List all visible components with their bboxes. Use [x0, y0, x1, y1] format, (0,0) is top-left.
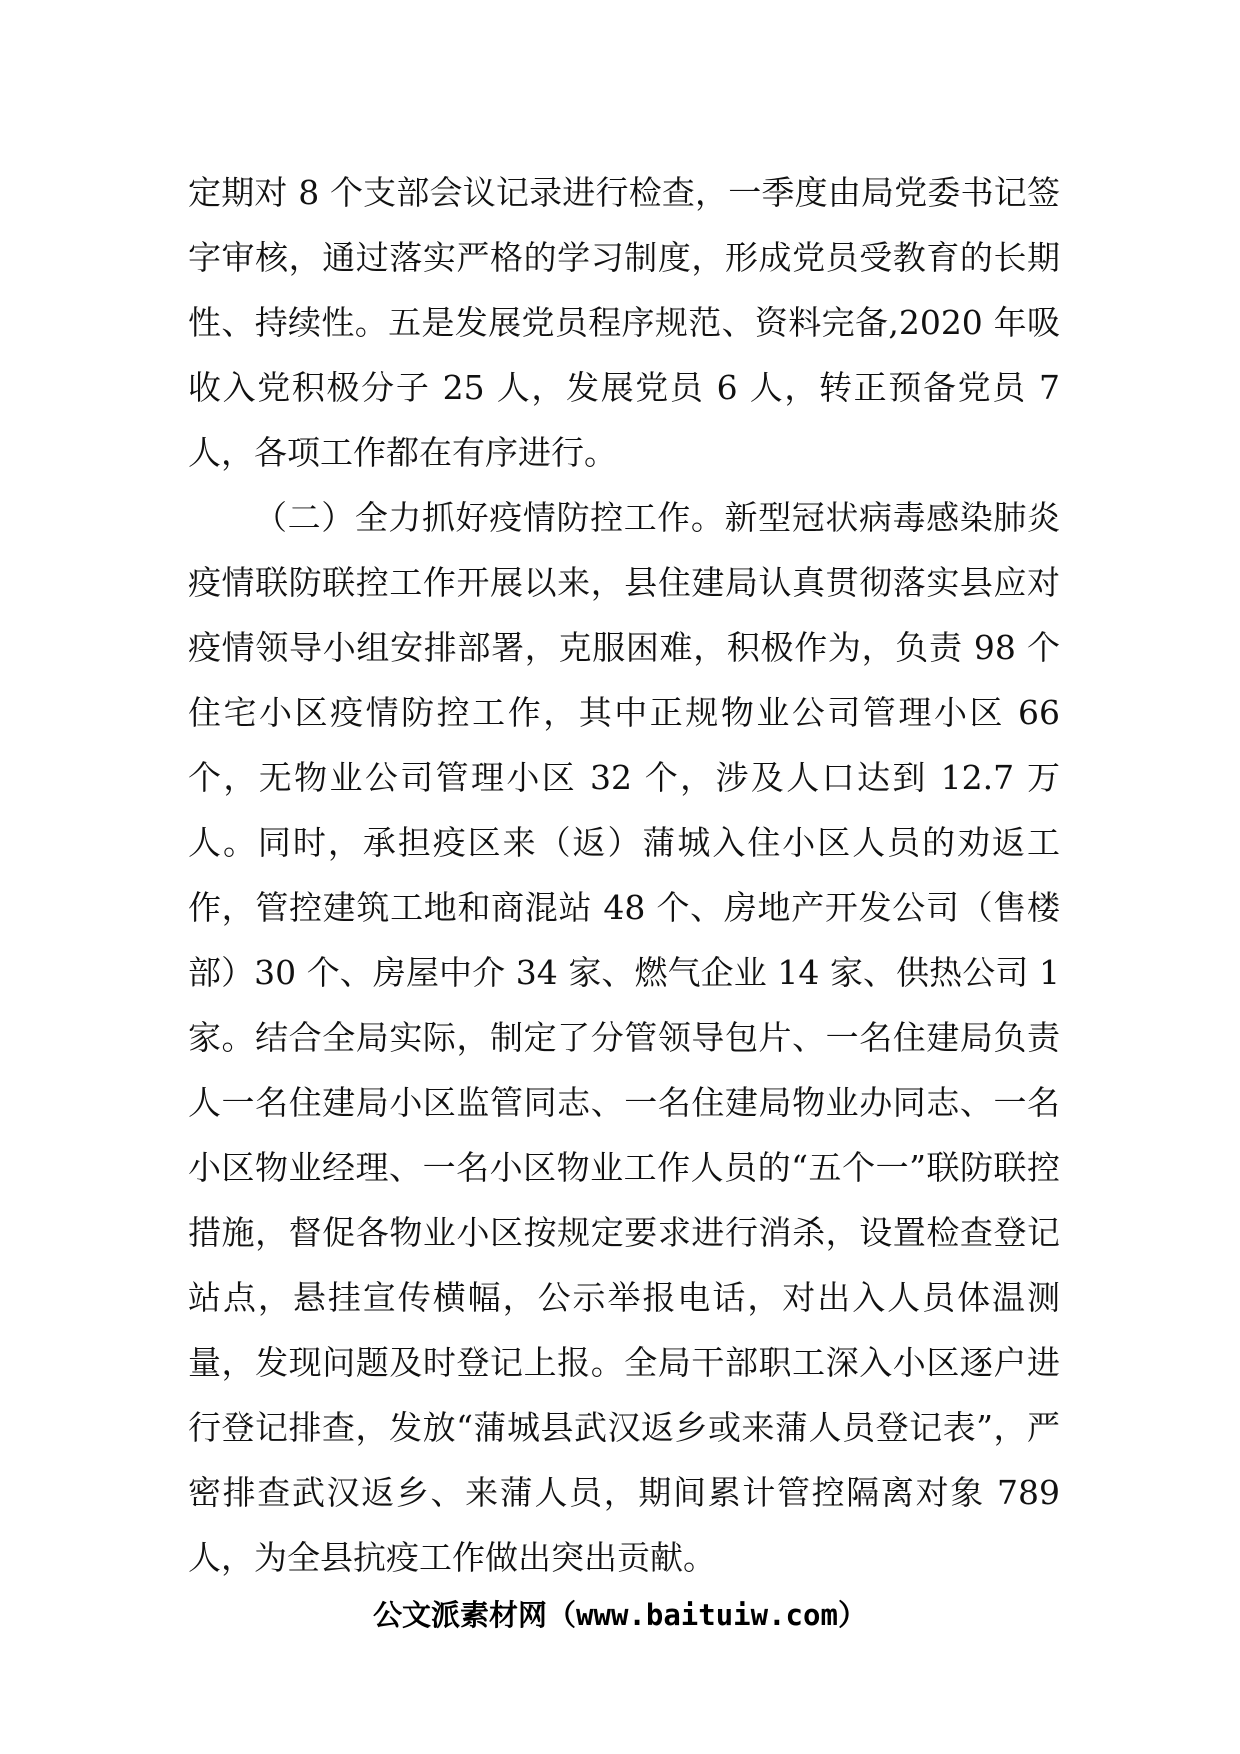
- paragraph-party-building: 定期对 8 个支部会议记录进行检查，一季度由局党委书记签字审核，通过落实严格的学习制度，形成党员受教育的长期性、持续性。五是发展党员程序规范、资料完备,2020 年吸收入党积极分子 25 人，发展党员 6 人，转正预备党员 7 人，各项工作都在有序进行。: [188, 173, 1060, 472]
- footer-watermark: 公文派素材网（www.baituiw.com）: [373, 1598, 867, 1632]
- document-body: [188, 160, 1060, 1590]
- paragraph-epidemic-control: （二）全力抓好疫情防控工作。新型冠状病毒感染肺炎疫情联防联控工作开展以来，县住建局认真贯彻落实县应对疫情领导小组安排部署，克服困难，积极作为，负责 98 个住宅小区疫情防控工作，其中正规物业公司管理小区 66 个，无物业公司管理小区 32 个，涉及人口达到 12.7 万人。同时，承担疫区来（返）蒲城入住小区人员的劝返工作，管控建筑工地和商混站 48 个、房地产开发公司（售楼部）30 个、房屋中介 34 家、燃气企业 14 家、供热公司 1 家。结合全局实际，制定了分管领导包片、一名住建局负责人一名住建局小区监管同志、一名住建局物业办同志、一名小区物业经理、一名小区物业工作人员的“五个一”联防联控措施，督促各物业小区按规定要求进行消杀，设置检查登记站点，悬挂宣传横幅，公示举报电话，对出入人员体温测量，发现问题及时登记上报。全局干部职工深入小区逐户进行登记排查，发放“蒲城县武汉返乡或来蒲人员登记表”，严密排查武汉返乡、来蒲人员，期间累计管控隔离对象 789 人，为全县抗疫工作做出突出贡献。: [188, 498, 1060, 1577]
